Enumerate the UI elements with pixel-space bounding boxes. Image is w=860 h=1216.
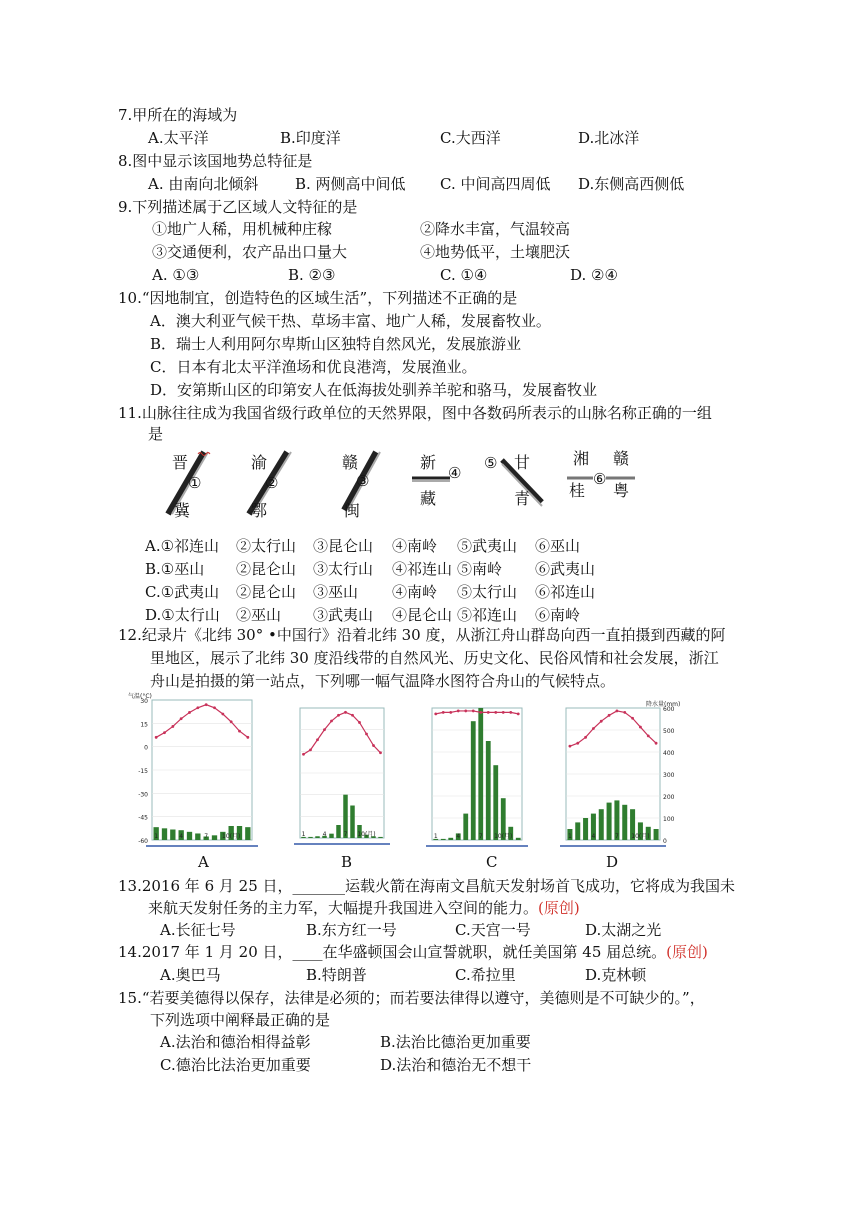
q13-stem-2: 来航天发射任务的主力军，大幅提升我国进入空间的能力。(原创) bbox=[148, 899, 580, 917]
month-tick-label: 10(月) bbox=[631, 833, 650, 840]
temperature-point bbox=[449, 711, 452, 714]
q9-item-1: ①地广人稀，用机械种庄稼 bbox=[152, 220, 333, 238]
q10-option-c: C．日本有北太平洋渔场和优良港湾，发展渔业。 bbox=[150, 358, 477, 376]
precip-bar bbox=[308, 837, 312, 838]
temperature-point bbox=[238, 730, 241, 733]
temperature-point bbox=[616, 710, 619, 713]
q13-option-d: D.太湖之光 bbox=[585, 921, 662, 939]
temperature-tick-label: 30 bbox=[140, 698, 148, 705]
temperature-point bbox=[434, 712, 437, 715]
temperature-point bbox=[358, 721, 361, 724]
temperature-tick-label: -15 bbox=[138, 768, 148, 775]
province-label: 桂 bbox=[569, 481, 586, 500]
boundary-sketch-2 bbox=[235, 448, 295, 520]
temperature-tick-label: -30 bbox=[138, 791, 148, 799]
boundary-sketch-6 bbox=[565, 442, 640, 502]
q11-option-cell: ⑤太行山 bbox=[457, 583, 518, 601]
precipitation-axis-title: 降水量(mm) bbox=[646, 701, 681, 708]
q11-option-cell: ⑥南岭 bbox=[535, 606, 581, 624]
q11-option-cell: ⑥武夷山 bbox=[535, 560, 596, 578]
q8-option-c: C. 中间高四周低 bbox=[440, 175, 551, 193]
temperature-point bbox=[372, 744, 375, 747]
temperature-point bbox=[600, 720, 603, 723]
q8-stem: 8.图中显示该国地势总特征是 bbox=[118, 152, 313, 170]
temperature-point bbox=[330, 720, 333, 723]
precip-bar bbox=[516, 838, 521, 840]
precip-bar bbox=[162, 828, 167, 840]
temperature-point bbox=[365, 733, 368, 736]
q15-option-d: D.法治和德治无不想干 bbox=[380, 1056, 532, 1074]
temperature-point bbox=[196, 706, 199, 709]
precip-bar bbox=[245, 827, 250, 840]
q11-stem-cont: 是 bbox=[148, 425, 164, 443]
boundary-sketch-3 bbox=[330, 448, 390, 520]
precip-bar bbox=[350, 806, 354, 839]
q8-option-d: D.东侧高西侧低 bbox=[578, 175, 685, 193]
temperature-point bbox=[569, 745, 572, 748]
month-tick-label: 4 bbox=[591, 833, 596, 840]
q7-option-b: B.印度洋 bbox=[280, 129, 341, 147]
q10-option-d: D．安第斯山区的印第安人在低海拔处驯养羊驼和骆马，发展畜牧业 bbox=[150, 381, 598, 399]
boundary-sketch-5 bbox=[484, 448, 548, 520]
q10-option-b: B．瑞士人利用阿尔卑斯山区独特自然风光，发展旅游业 bbox=[150, 335, 522, 353]
q11-option-cell: ⑥巫山 bbox=[535, 537, 581, 555]
precip-bar bbox=[654, 829, 659, 840]
q11-option-cell: ③武夷山 bbox=[313, 606, 374, 624]
province-label: 冀 bbox=[174, 501, 191, 520]
temperature-point bbox=[337, 714, 340, 717]
chart-label-c: C bbox=[486, 853, 498, 871]
month-tick-label: 7 bbox=[204, 833, 209, 840]
temperature-point bbox=[309, 748, 312, 751]
q11-option-cell: D.①太行山 bbox=[145, 606, 220, 624]
q14-option-d: D.克林顿 bbox=[585, 966, 647, 984]
province-label: 晋 bbox=[172, 453, 189, 472]
precip-bar bbox=[448, 838, 453, 840]
q13-option-b: B.东方红一号 bbox=[306, 921, 397, 939]
precip-bar bbox=[315, 836, 319, 838]
q11-option-cell: ⑤南岭 bbox=[457, 560, 503, 578]
temperature-point bbox=[479, 711, 482, 714]
q9-option-c: C. ①④ bbox=[440, 266, 488, 284]
q12-stem-2: 里地区，展示了北纬 30 度沿线带的自然风光、历史文化、民俗风情和社会发展，浙江 bbox=[150, 649, 719, 667]
month-tick-label: 1 bbox=[433, 833, 438, 840]
precip-bar bbox=[212, 835, 217, 840]
precipitation-tick-label: 400 bbox=[663, 750, 675, 757]
boundary-sketch-4 bbox=[410, 448, 470, 520]
temperature-point bbox=[171, 725, 174, 728]
original-tag: (原创) bbox=[538, 899, 580, 917]
q13-option-a: A.长征七号 bbox=[160, 921, 236, 939]
month-tick-label: 1 bbox=[568, 833, 572, 840]
q11-option-cell: A.①祁连山 bbox=[145, 537, 220, 555]
chart-label-a: A bbox=[198, 853, 209, 871]
temperature-tick-label: 0 bbox=[144, 744, 148, 752]
precipitation-tick-label: 200 bbox=[663, 794, 675, 801]
temperature-point bbox=[442, 711, 445, 714]
q15-option-b: B.法治比德治更加重要 bbox=[380, 1033, 531, 1051]
temperature-point bbox=[230, 720, 233, 723]
province-label: 闽 bbox=[344, 501, 361, 520]
precip-bar bbox=[378, 837, 382, 838]
chart-label-b: B bbox=[341, 853, 353, 871]
temperature-point bbox=[502, 711, 505, 714]
q14-option-a: A.奥巴马 bbox=[160, 966, 221, 984]
month-tick-label: 1 bbox=[154, 833, 159, 840]
precip-bar bbox=[329, 834, 333, 838]
q13-option-c: C.天宫一号 bbox=[455, 921, 531, 939]
temperature-tick-label: 15 bbox=[140, 721, 148, 729]
q12-stem-3: 舟山是拍摄的第一站点，下列哪一幅气温降水图符合舟山的气候特点。 bbox=[150, 672, 616, 690]
precipitation-tick-label: 100 bbox=[663, 816, 675, 823]
boundary-number: ⑤ bbox=[484, 454, 498, 472]
q11-option-cell: ②昆仑山 bbox=[236, 560, 297, 578]
precip-bar bbox=[170, 830, 175, 841]
month-tick-label: 7 bbox=[478, 833, 483, 840]
q11-option-cell: ③太行山 bbox=[313, 560, 374, 578]
q11-option-cell: ⑤祁连山 bbox=[457, 606, 518, 624]
q11-stem: 11.山脉往往成为我国省级行政单位的天然界限，图中各数码所表示的山脉名称正确的一组 bbox=[118, 404, 712, 422]
precip-bar bbox=[336, 825, 340, 838]
q10-stem: 10.“因地制宜，创造特色的区域生活”，下列描述不正确的是 bbox=[118, 289, 518, 307]
boundary-number: ② bbox=[265, 474, 279, 492]
temperature-point bbox=[472, 710, 475, 713]
temperature-point bbox=[487, 711, 490, 714]
temperature-point bbox=[655, 742, 658, 745]
temperature-point bbox=[464, 710, 467, 713]
precip-bar bbox=[607, 803, 612, 840]
q11-option-cell: ③昆仑山 bbox=[313, 537, 374, 555]
q13-stem-1: 13.2016 年 6 月 25 日，_______运载火箭在海南文昌航天发射场首飞成功，它将成为我国未 bbox=[118, 877, 736, 895]
boundary-number: ⑥ bbox=[593, 470, 607, 488]
boundary-number: ③ bbox=[356, 472, 370, 490]
province-label: 新 bbox=[420, 453, 437, 472]
temperature-point bbox=[323, 728, 326, 731]
precip-bar bbox=[583, 818, 588, 840]
q9-option-a: A. ①③ bbox=[152, 266, 200, 284]
precipitation-tick-label: 0 bbox=[663, 838, 667, 845]
temperature-point bbox=[221, 713, 224, 716]
month-tick-label: 10(月) bbox=[494, 833, 513, 840]
temperature-point bbox=[494, 711, 497, 714]
temperature-point bbox=[180, 717, 183, 720]
province-label: 赣 bbox=[342, 453, 359, 472]
province-label: 湘 bbox=[573, 449, 590, 468]
q15-stem-1: 15.“若要美德得以保存，法律是必须的；而若要法律得以遵守，美德则是不可缺少的。”， bbox=[118, 989, 705, 1007]
temperature-point bbox=[246, 736, 249, 739]
month-tick-label: 1 bbox=[301, 831, 306, 838]
boundary-sketch-1 bbox=[160, 448, 220, 520]
temperature-point bbox=[351, 714, 354, 717]
precip-bar bbox=[493, 765, 498, 840]
precip-bar bbox=[441, 839, 446, 840]
q9-item-3: ③交通便利，农产品出口量大 bbox=[152, 243, 348, 261]
q9-item-4: ④地势低平，土壤肥沃 bbox=[420, 243, 571, 261]
q9-stem: 9.下列描述属于乙区域人文特征的是 bbox=[118, 198, 358, 216]
q9-item-2: ②降水丰富，气温较高 bbox=[420, 220, 571, 238]
temperature-point bbox=[344, 711, 347, 714]
q15-stem-2: 下列选项中阐释最正确的是 bbox=[150, 1011, 331, 1029]
q11-option-cell: ②太行山 bbox=[236, 537, 297, 555]
q11-option-cell: ④南岭 bbox=[392, 537, 438, 555]
climate-chart-c bbox=[406, 696, 548, 852]
q9-option-b: B. ②③ bbox=[288, 266, 336, 284]
precip-bar bbox=[463, 814, 468, 840]
q14-option-c: C.希拉里 bbox=[455, 966, 516, 984]
q7-option-a: A.太平洋 bbox=[148, 129, 209, 147]
month-tick-label: 10(月) bbox=[357, 831, 376, 838]
temperature-axis-title: 气温(°C) bbox=[128, 693, 152, 700]
q15-option-a: A.法治和德治相得益彰 bbox=[160, 1033, 311, 1051]
precip-bar bbox=[471, 721, 476, 840]
q11-option-cell: ④祁连山 bbox=[392, 560, 453, 578]
q8-option-a: A. 由南向北倾斜 bbox=[148, 175, 259, 193]
chart-label-d: D bbox=[606, 853, 619, 871]
q10-option-a: A．澳大利亚气候干热、草场丰富、地广人稀，发展畜牧业。 bbox=[150, 312, 551, 330]
q11-option-cell: C.①武夷山 bbox=[145, 583, 220, 601]
temperature-point bbox=[205, 703, 208, 706]
q12-stem-1: 12.纪录片《北纬 30° •中国行》沿着北纬 30 度，从浙江舟山群岛向西一直拍摄到西藏的阿 bbox=[118, 626, 726, 644]
province-label: 青 bbox=[514, 489, 531, 508]
q14-option-b: B.特朗普 bbox=[306, 966, 367, 984]
temperature-point bbox=[213, 706, 216, 709]
climate-chart-b bbox=[274, 696, 410, 850]
temperature-point bbox=[155, 736, 158, 739]
temperature-point bbox=[576, 742, 579, 745]
temperature-point bbox=[592, 727, 595, 730]
q7-option-d: D.北冰洋 bbox=[578, 129, 640, 147]
temperature-point bbox=[584, 736, 587, 739]
temperature-tick-label: -60 bbox=[138, 838, 148, 845]
precipitation-tick-label: 500 bbox=[663, 728, 675, 735]
temperature-point bbox=[639, 726, 642, 729]
temperature-point bbox=[163, 731, 166, 734]
q14-stem: 14.2017 年 1 月 20 日，____在华盛顿国会山宣誓就职，就任美国第 45 届总统。(原创) bbox=[118, 943, 708, 961]
month-tick-label: 7 bbox=[615, 833, 619, 840]
temperature-point bbox=[631, 717, 634, 720]
month-tick-label: 4 bbox=[179, 833, 184, 840]
precip-bar bbox=[599, 809, 604, 840]
province-label: 藏 bbox=[420, 489, 437, 508]
q11-option-cell: ③巫山 bbox=[313, 583, 359, 601]
temperature-point bbox=[509, 711, 512, 714]
boundary-number: ④ bbox=[448, 464, 462, 482]
precipitation-tick-label: 600 bbox=[663, 706, 675, 713]
temperature-point bbox=[608, 714, 611, 717]
q15-option-c: C.德治比法治更加重要 bbox=[160, 1056, 311, 1074]
province-label: 粤 bbox=[613, 481, 630, 500]
q9-option-d: D. ②④ bbox=[570, 266, 618, 284]
month-tick-label: 7 bbox=[343, 831, 348, 838]
climate-chart-d bbox=[540, 696, 686, 852]
month-tick-label: 4 bbox=[456, 833, 461, 840]
precip-bar bbox=[195, 833, 200, 840]
precipitation-tick-label: 300 bbox=[663, 772, 675, 779]
month-tick-label: 10(月) bbox=[222, 833, 241, 840]
original-tag: (原创) bbox=[666, 943, 708, 961]
temperature-point bbox=[623, 711, 626, 714]
precip-bar bbox=[575, 822, 580, 840]
temperature-tick-label: -45 bbox=[138, 814, 148, 822]
province-label: 甘 bbox=[514, 453, 531, 472]
temperature-point bbox=[302, 753, 305, 756]
month-tick-label: 4 bbox=[322, 831, 327, 838]
temperature-point bbox=[647, 734, 650, 737]
q11-option-cell: B.①巫山 bbox=[145, 560, 205, 578]
q11-option-cell: ⑤武夷山 bbox=[457, 537, 518, 555]
precip-bar bbox=[478, 708, 483, 840]
climate-chart-a bbox=[126, 688, 278, 852]
precip-bar bbox=[486, 741, 491, 840]
temperature-point bbox=[517, 712, 520, 715]
q7-option-c: C.大西洋 bbox=[440, 129, 501, 147]
q11-option-cell: ②昆仑山 bbox=[236, 583, 297, 601]
q11-option-cell: ②巫山 bbox=[236, 606, 282, 624]
q11-option-cell: ④昆仑山 bbox=[392, 606, 453, 624]
temperature-point bbox=[316, 738, 319, 741]
q7-stem: 7.甲所在的海域为 bbox=[118, 106, 238, 124]
precip-bar bbox=[187, 832, 192, 840]
temperature-point bbox=[379, 751, 382, 754]
boundary-number: ① bbox=[188, 474, 202, 492]
precip-bar bbox=[622, 805, 627, 840]
province-label: 渝 bbox=[251, 453, 268, 472]
q11-option-cell: ④南岭 bbox=[392, 583, 438, 601]
province-label: 鄂 bbox=[251, 501, 268, 520]
q8-option-b: B. 两侧高中间低 bbox=[295, 175, 406, 193]
q11-option-cell: ⑥祁连山 bbox=[535, 583, 596, 601]
temperature-point bbox=[188, 711, 191, 714]
temperature-point bbox=[457, 710, 460, 713]
province-label: 赣 bbox=[613, 449, 630, 468]
